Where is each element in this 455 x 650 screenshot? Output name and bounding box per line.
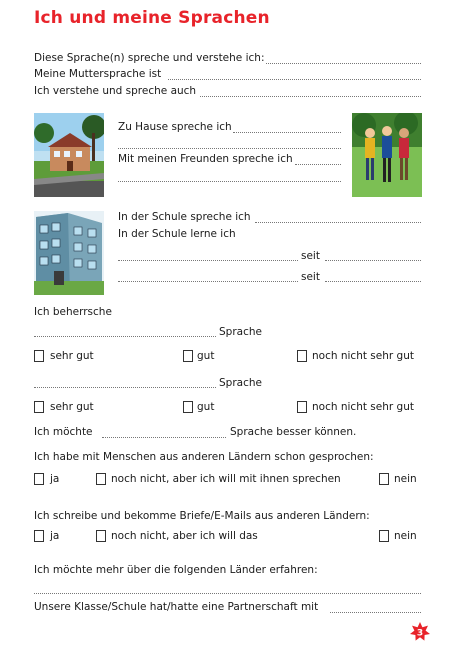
checkbox-lang2-noch-nicht[interactable]	[297, 401, 307, 413]
language-1-label: Sprache	[219, 326, 262, 338]
countries-question: Ich möchte mehr über die folgenden Länder erfahren:	[34, 564, 318, 576]
seit-blank-1[interactable]	[325, 260, 421, 261]
language-2-label: Sprache	[219, 377, 262, 389]
option-lang2-noch-nicht: noch nicht sehr gut	[312, 401, 414, 413]
seit-label-2: seit	[301, 271, 320, 283]
checkbox-letters-noch-nicht[interactable]	[96, 530, 106, 542]
checkbox-lang1-noch-nicht[interactable]	[297, 350, 307, 362]
wish-prefix: Ich möchte	[34, 426, 93, 438]
option-lang1-gut: gut	[197, 350, 215, 362]
checkbox-lang1-gut[interactable]	[183, 350, 193, 362]
option-lang2-sehr-gut: sehr gut	[50, 401, 94, 413]
friends-line: Mit meinen Freunden spreche ich	[118, 153, 293, 165]
page-number-badge	[410, 622, 430, 642]
school-learn-line: In der Schule lerne ich	[118, 228, 236, 240]
home-language-blank[interactable]	[233, 132, 341, 133]
option-lang1-sehr-gut: sehr gut	[50, 350, 94, 362]
language-1-blank[interactable]	[34, 336, 216, 337]
seit-blank-2[interactable]	[325, 281, 421, 282]
spoken-question: Ich habe mit Menschen aus anderen Ländern schon gesprochen:	[34, 451, 374, 463]
intro-line-1-blank[interactable]	[266, 63, 421, 64]
partnership-blank[interactable]	[330, 612, 421, 613]
page-number: 3	[416, 628, 424, 639]
checkbox-spoken-noch-nicht[interactable]	[96, 473, 106, 485]
school-learn-blank-2[interactable]	[118, 281, 298, 282]
mastery-heading: Ich beherrsche	[34, 306, 112, 318]
checkbox-lang2-gut[interactable]	[183, 401, 193, 413]
also-speak-blank[interactable]	[200, 96, 421, 97]
checkbox-lang1-sehr-gut[interactable]	[34, 350, 44, 362]
wish-language-blank[interactable]	[102, 437, 226, 438]
checkbox-letters-ja[interactable]	[34, 530, 44, 542]
house-illustration	[34, 113, 104, 197]
friends-extra-blank[interactable]	[118, 181, 341, 182]
checkbox-lang2-sehr-gut[interactable]	[34, 401, 44, 413]
option-letters-ja: ja	[50, 530, 60, 542]
letters-question: Ich schreibe und bekomme Briefe/E-Mails aus anderen Ländern:	[34, 510, 370, 522]
checkbox-letters-nein[interactable]	[379, 530, 389, 542]
language-2-blank[interactable]	[34, 387, 216, 388]
school-learn-blank-1[interactable]	[118, 260, 298, 261]
countries-blank[interactable]	[34, 593, 421, 594]
friends-illustration	[352, 113, 422, 197]
home-line: Zu Hause spreche ich	[118, 121, 232, 133]
school-speak-line: In der Schule spreche ich	[118, 211, 251, 223]
option-spoken-noch-nicht: noch nicht, aber ich will mit ihnen sprechen	[111, 473, 341, 485]
option-spoken-nein: nein	[394, 473, 417, 485]
intro-line-1: Diese Sprache(n) spreche und verstehe ich:	[34, 52, 265, 64]
star-badge-icon	[410, 622, 430, 642]
option-letters-nein: nein	[394, 530, 417, 542]
intro-line-3: Ich verstehe und spreche auch	[34, 85, 197, 97]
checkbox-spoken-nein[interactable]	[379, 473, 389, 485]
option-letters-noch-nicht: noch nicht, aber ich will das	[111, 530, 258, 542]
mother-tongue-blank[interactable]	[168, 79, 421, 80]
checkbox-spoken-ja[interactable]	[34, 473, 44, 485]
page-title: Ich und meine Sprachen	[34, 8, 270, 28]
seit-label-1: seit	[301, 250, 320, 262]
friends-language-blank[interactable]	[295, 164, 341, 165]
intro-line-2: Meine Muttersprache ist	[34, 68, 162, 80]
home-extra-blank[interactable]	[118, 148, 341, 149]
school-building-illustration	[34, 211, 104, 295]
option-spoken-ja: ja	[50, 473, 60, 485]
partnership-text: Unsere Klasse/Schule hat/hatte eine Partnerschaft mit	[34, 601, 319, 613]
wish-suffix: Sprache besser können.	[230, 426, 357, 438]
school-speak-blank[interactable]	[255, 222, 421, 223]
option-lang2-gut: gut	[197, 401, 215, 413]
option-lang1-noch-nicht: noch nicht sehr gut	[312, 350, 414, 362]
